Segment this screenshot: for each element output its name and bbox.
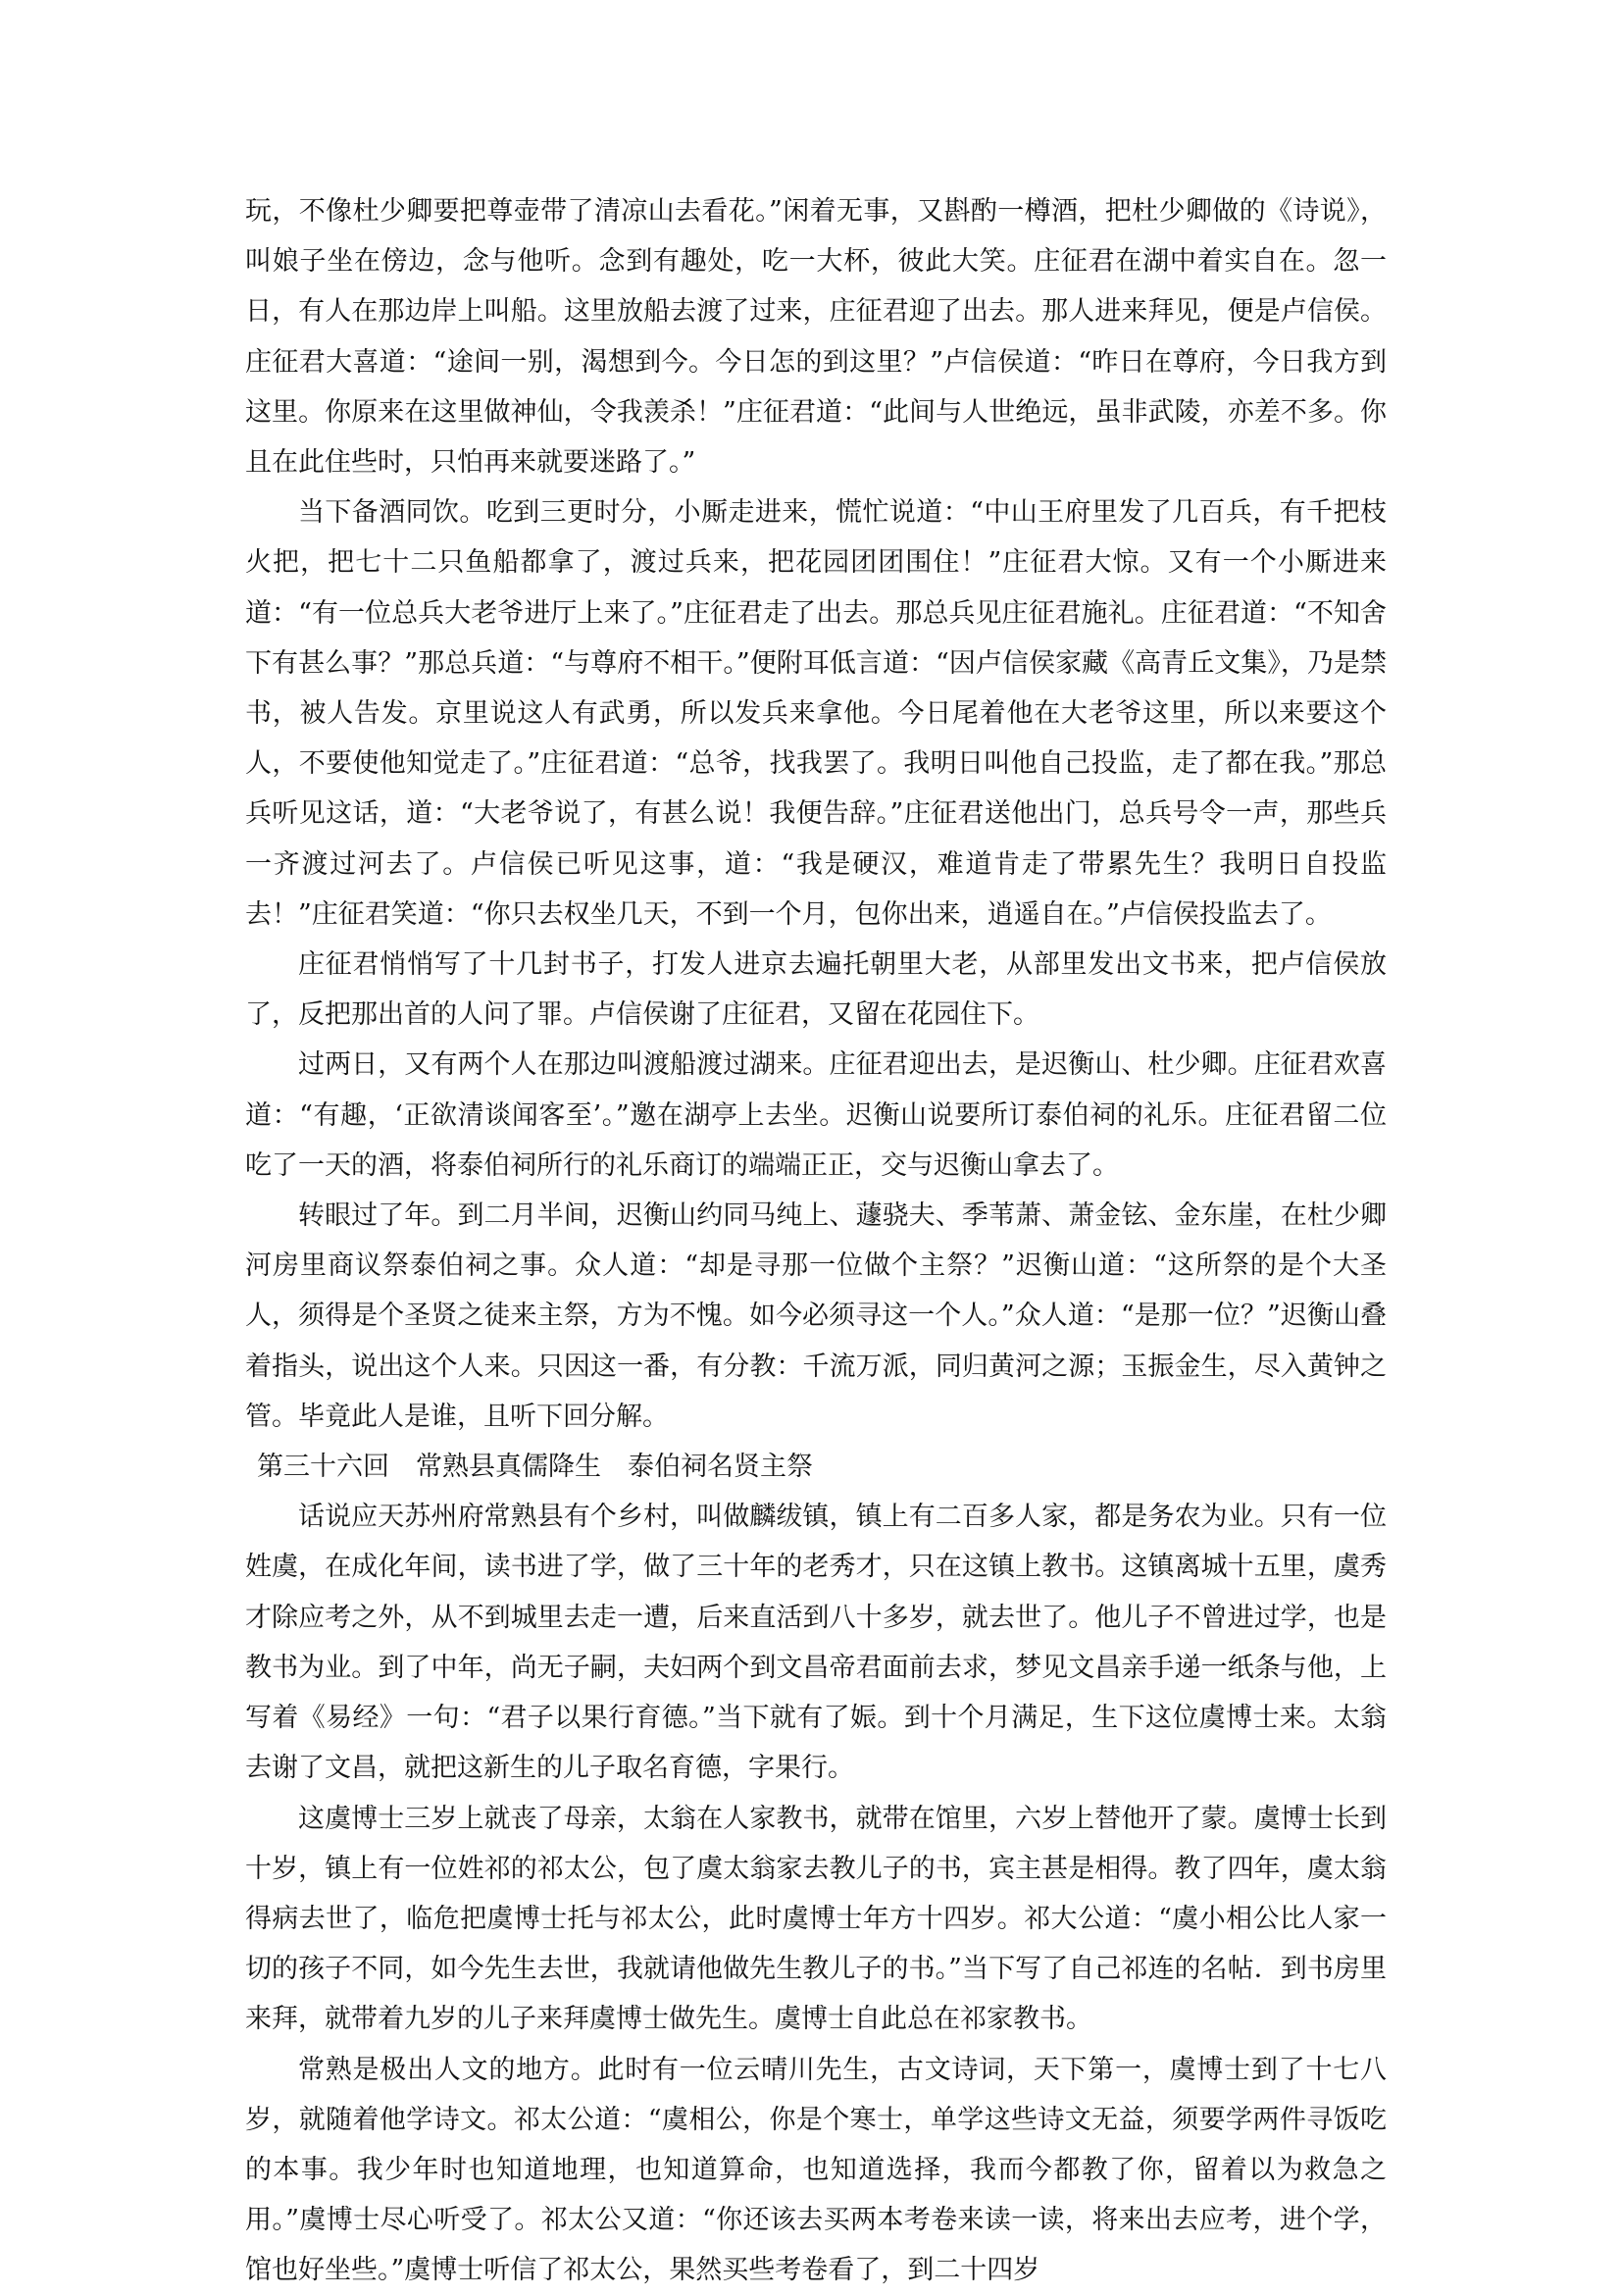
document-page [245, 186, 1387, 2296]
paragraph: 玩，不像杜少卿要把尊壶带了清凉山去看花。”闲着无事，又斟酌一樽酒，把杜少卿做的《诗说》，叫娘子坐在傍边，念与他听。念到有趣处，吃一大杯，彼此大笑。庄征君在湖中着实自在。忽一日，有人在那边岸上叫船。这里放船去渡了过来，庄征君迎了出去。那人进来拜见，便是卢信侯。庄征君大喜道：“途间一别，渴想到今。今日怎的到这里？”卢信侯道：“昨日在尊府，今日我方到这里。你原来在这里做神仙，令我羡杀！”庄征君道：“此间与人世绝远，虽非武陵，亦差不多。你且在此住些时，只怕再来就要迷路了。” [245, 196, 1387, 479]
chapter-title: 第三十六回 常熟县真儒降生 泰伯祠名贤主祭 [257, 1452, 813, 1483]
paragraph: 这虞博士三岁上就丧了母亲，太翁在人家教书，就带在馆里，六岁上替他开了蒙。虞博士长到十岁，镇上有一位姓祁的祁太公，包了虞太翁家去教儿子的书，宾主甚是相得。教了四年，虞太翁得病去世了，临危把虞博士托与祁太公，此时虞博士年方十四岁。祁大公道：“虞小相公比人家一切的孩子不同，如今先生去世，我就请他做先生教儿子的书。”当下写了自己祁连的名帖．到书房里来拜，就带着九岁的儿子来拜虞博士做先生。虞博士自此总在祁家教书。 [245, 1803, 1387, 2035]
paragraph: 话说应天苏州府常熟县有个乡村，叫做麟绂镇，镇上有二百多人家，都是务农为业。只有一位姓虞，在成化年间，读书进了学，做了三十年的老秀才，只在这镇上教书。这镇离城十五里，虞秀才除应考之外，从不到城里去走一遭，后来直活到八十多岁，就去世了。他儿子不曾进过学，也是教书为业。到了中年，尚无子嗣，夫妇两个到文昌帝君面前去求，梦见文昌亲手递一纸条与他，上写着《易经》一句：“君子以果行育德。”当下就有了娠。到十个月满足，生下这位虞博士来。太翁去谢了文昌，就把这新生的儿子取名育德，字果行。 [245, 1502, 1387, 1784]
paragraph: 常熟是极出人文的地方。此时有一位云晴川先生，古文诗词，天下第一，虞博士到了十七八岁，就随着他学诗文。祁太公道：“虞相公，你是个寒士，单学这些诗文无益，须要学两件寻饭吃的本事。我少年时也知道地理，也知道算命，也知道选择，我而今都教了你，留着以为救急之用。”虞博士尽心听受了。祁太公又道：“你还该去买两本考卷来读一读，将来出去应考，进个学，馆也好坐些。”虞博士听信了祁太公，果然买些考卷看了，到二十四岁 [245, 2054, 1387, 2286]
paragraph: 转眼过了年。到二月半间，迟衡山约同马纯上、蘧骁夫、季苇萧、萧金铉、金东崖，在杜少卿河房里商议祭泰伯祠之事。众人道：“却是寻那一位做个主祭？”迟衡山道：“这所祭的是个大圣人，须得是个圣贤之徒来主祭，方为不愧。如今必须寻这一个人。”众人道：“是那一位？”迟衡山叠着指头，说出这个人来。只因这一番，有分教：千流万派，同归黄河之源；玉振金生，尽入黄钟之管。毕竟此人是谁，且听下回分解。 [245, 1200, 1387, 1432]
paragraph: 当下备酒同饮。吃到三更时分，小厮走进来，慌忙说道：“中山王府里发了几百兵，有千把枝火把，把七十二只鱼船都拿了，渡过兵来，把花园团团围住！”庄征君大惊。又有一个小厮进来道：“有一位总兵大老爷进厅上来了。”庄征君走了出去。那总兵见庄征君施礼。庄征君道：“不知舍下有甚么事？”那总兵道：“与尊府不相干。”便附耳低言道：“因卢信侯家藏《高青丘文集》，乃是禁书，被人告发。京里说这人有武勇，所以发兵来拿他。今日尾着他在大老爷这里，所以来要这个人，不要使他知觉走了。”庄征君道：“总爷，找我罢了。我明日叫他自己投监，走了都在我。”那总兵听见这话，道：“大老爷说了，有甚么说！我便告辞。”庄征君送他出门，总兵号令一声，那些兵一齐渡过河去了。卢信侯已听见这事，道：“我是硬汉，难道肯走了带累先生？我明日自投监去！”庄征君笑道：“你只去权坐几天，不到一个月，包你出来，逍遥自在。”卢信侯投监去了。 [245, 497, 1387, 930]
paragraph: 庄征君悄悄写了十几封书子，打发人进京去遍托朝里大老，从部里发出文书来，把卢信侯放了，反把那出首的人问了罪。卢信侯谢了庄征君，又留在花园住下。 [245, 949, 1387, 1031]
paragraph: 过两日，又有两个人在那边叫渡船渡过湖来。庄征君迎出去，是迟衡山、杜少卿。庄征君欢喜道：“有趣，‘正欲清谈闻客至’。”邀在湖亭上去坐。迟衡山说要所订泰伯祠的礼乐。庄征君留二位吃了一天的酒，将泰伯祠所行的礼乐商订的端端正正，交与迟衡山拿去了。 [245, 1049, 1387, 1181]
